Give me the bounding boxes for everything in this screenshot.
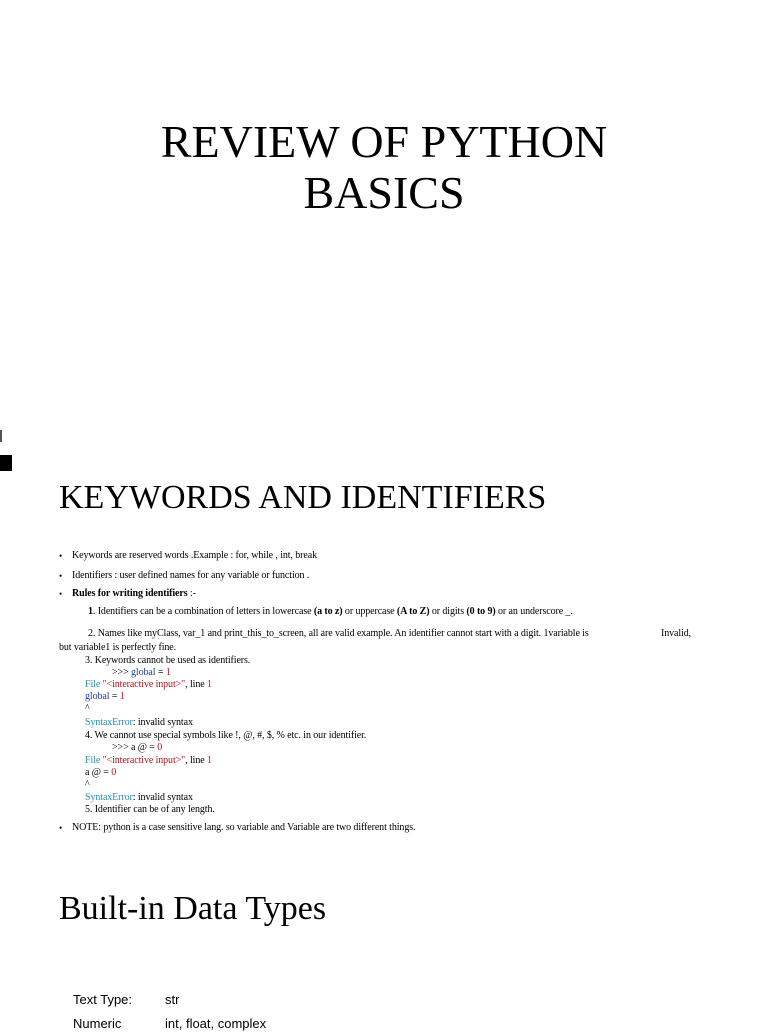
rule-2-invalid: Invalid, — [661, 628, 692, 639]
rule-3: 3. Keywords cannot be used as identifiers. — [85, 655, 251, 666]
rules-suffix: :- — [187, 588, 196, 599]
example-1-prompt — [112, 667, 171, 679]
bullet-keywords: • Keywords are reserved words .Example : for, while , int, break — [72, 550, 317, 562]
example-2-code — [85, 767, 116, 779]
keyword-global: global — [131, 667, 156, 678]
file-label: File — [85, 755, 103, 766]
page-title — [0, 116, 768, 218]
rule-1-num: 1 — [88, 606, 93, 617]
bullet-identifiers: • Identifiers : user defined names for any variable or function . — [72, 570, 309, 582]
example-1-error — [85, 717, 193, 729]
code-text: a @ = — [85, 767, 112, 778]
rule-1-text-b: or uppercase — [342, 606, 397, 617]
value-literal: 0 — [111, 767, 117, 778]
example-2-prompt — [112, 742, 162, 754]
example-1-file-line — [85, 679, 212, 691]
assign-op: = — [155, 667, 166, 678]
file-string: "<interactive input>" — [102, 679, 186, 690]
line-number: 1 — [206, 755, 212, 766]
data-types-heading: Built-in Data Types — [59, 890, 327, 927]
title-line-1: REVIEW OF PYTHON — [160, 116, 608, 167]
prompt-symbol: >>> — [112, 667, 132, 678]
title-line-2: BASICS — [303, 167, 465, 218]
rule-1-text-a: . Identifiers can be a combination of letters in lowercase — [92, 606, 314, 617]
keywords-heading: KEYWORDS AND IDENTIFIERS — [59, 479, 547, 516]
example-1-code — [85, 691, 125, 703]
error-message: : invalid syntax — [132, 717, 193, 728]
line-label: , line — [185, 679, 207, 690]
file-string: "<interactive input>" — [102, 755, 186, 766]
bullet-rules — [72, 588, 196, 600]
type-row-value: int, float, complex — [165, 1016, 267, 1031]
value-literal: 1 — [165, 667, 171, 678]
example-2-error — [85, 792, 193, 804]
side-block-mark — [0, 455, 12, 471]
type-row-value: str — [165, 992, 180, 1007]
side-tick-mark — [0, 430, 2, 442]
type-row-label: Text Type: — [73, 992, 133, 1007]
assign-op: = — [109, 691, 120, 702]
value-literal: 1 — [119, 691, 125, 702]
rule-1 — [88, 606, 573, 618]
rule-4: 4. We cannot use special symbols like !, @, #, $, % etc. in our identifier. — [85, 730, 367, 741]
file-label: File — [85, 679, 103, 690]
error-name: SyntaxError — [85, 792, 133, 803]
error-message: : invalid syntax — [132, 792, 193, 803]
rules-bold-label: Rules for writing identifiers — [72, 588, 188, 599]
type-row-label: Numeric — [73, 1016, 122, 1031]
example-2-file-line — [85, 755, 212, 767]
keyword-global: global — [85, 691, 110, 702]
rule-1-text-d: or an underscore _. — [495, 606, 573, 617]
prompt-code: >>> a @ = — [112, 742, 158, 753]
line-label: , line — [185, 755, 207, 766]
bullet-note: • NOTE: python is a case sensitive lang. so variable and Variable are two different things. — [72, 822, 415, 834]
rule-2-line-2: but variable1 is perfectly fine. — [59, 642, 177, 653]
example-2-caret: ^ — [85, 779, 90, 790]
rule-5: 5. Identifier can be of any length. — [85, 804, 215, 815]
rule-1-text-c: or digits — [429, 606, 467, 617]
example-1-caret: ^ — [85, 703, 90, 714]
rule-1-range-lower: (a to z) — [313, 606, 343, 617]
rule-2-line-1: 2. Names like myClass, var_1 and print_this_to_screen, all are valid example. An identifier cannot start with a digit. 1variable is — [88, 628, 589, 639]
rule-1-range-digits: (0 to 9) — [466, 606, 496, 617]
line-number: 1 — [206, 679, 212, 690]
value-literal: 0 — [157, 742, 163, 753]
rule-1-range-upper: (A to Z) — [396, 606, 430, 617]
error-name: SyntaxError — [85, 717, 133, 728]
